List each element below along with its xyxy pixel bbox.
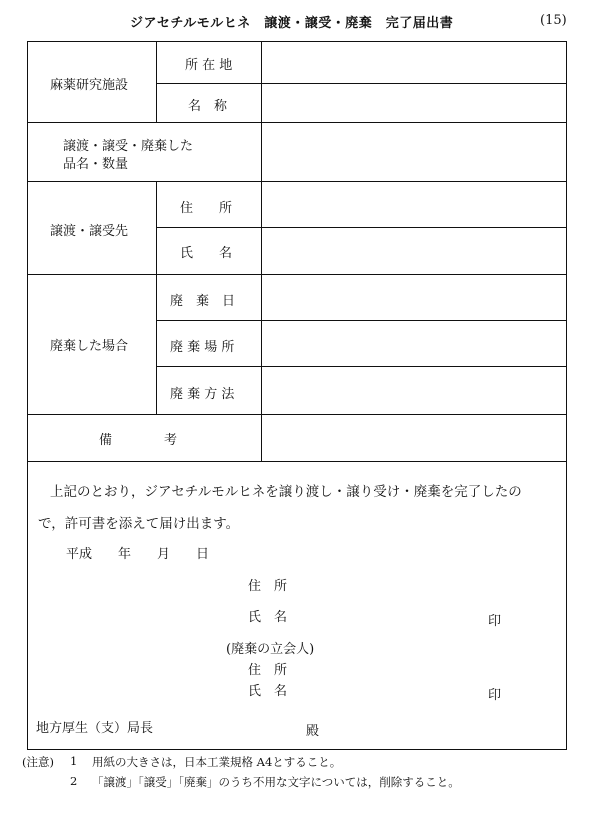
label-research-facility: 麻薬研究施設 bbox=[50, 78, 129, 93]
field-counterparty-name[interactable] bbox=[262, 228, 567, 274]
label-location: 所 在 地 bbox=[185, 58, 233, 73]
applicant-address-label: 住 所 bbox=[248, 579, 288, 594]
label-disposal-date: 廃 棄 日 bbox=[170, 294, 236, 309]
addressee: 地方厚生（支）局長 bbox=[36, 721, 154, 736]
label-remarks: 備 考 bbox=[99, 433, 178, 448]
label-item-line1: 譲渡・譲受・廃棄した bbox=[63, 139, 194, 154]
form-title: ジアセチルモルヒネ 譲渡・譲受・廃棄 完了届出書 bbox=[130, 16, 454, 31]
witness-address-label: 住 所 bbox=[248, 663, 288, 678]
field-disposal-date[interactable] bbox=[262, 275, 567, 320]
note-1-number: 1 bbox=[70, 754, 78, 768]
declaration-date: 平成 年 月 日 bbox=[66, 547, 210, 562]
rule-facility-left-col bbox=[156, 42, 157, 122]
label-disposal-place: 廃 棄 場 所 bbox=[170, 340, 235, 355]
label-counterparty: 譲渡・譲受先 bbox=[50, 224, 129, 239]
field-facility-name[interactable] bbox=[262, 84, 567, 122]
applicant-seal-mark: 印 bbox=[488, 614, 502, 629]
label-counterparty-name: 氏 名 bbox=[180, 246, 233, 261]
label-counterparty-address: 住 所 bbox=[180, 201, 233, 216]
label-disposal-group: 廃棄した場合 bbox=[50, 339, 129, 354]
field-counterparty-address[interactable] bbox=[262, 182, 567, 227]
honorific: 殿 bbox=[306, 724, 320, 739]
field-disposal-method[interactable] bbox=[262, 367, 567, 414]
witness-name-label: 氏 名 bbox=[248, 684, 288, 699]
field-facility-location[interactable] bbox=[262, 42, 567, 83]
page-number: (15) bbox=[540, 13, 567, 28]
declaration-line2: で，許可書を添えて届け出ます。 bbox=[38, 516, 240, 532]
note-2-text: 「譲渡」「譲受」「廃棄」のうち不用な文字については，削除すること。 bbox=[92, 775, 460, 789]
label-facility-name: 名 称 bbox=[188, 99, 228, 114]
notes-prefix: (注意) bbox=[22, 755, 54, 769]
declaration-line1: 上記のとおり，ジアセチルモルヒネを譲り渡し・譲り受け・廃棄を完了したの bbox=[50, 484, 522, 500]
witness-heading: (廃棄の立会人) bbox=[226, 642, 315, 657]
label-item-line2: 品名・数量 bbox=[63, 157, 129, 172]
note-1-text: 用紙の大きさは，日本工業規格 A4とすること。 bbox=[92, 755, 342, 769]
form-frame bbox=[27, 41, 567, 750]
rule-lower-left-col bbox=[156, 181, 157, 414]
field-disposal-place[interactable] bbox=[262, 321, 567, 366]
witness-seal-mark: 印 bbox=[488, 688, 502, 703]
note-2-number: 2 bbox=[70, 774, 78, 788]
applicant-name-label: 氏 名 bbox=[248, 610, 288, 625]
field-item-quantity[interactable] bbox=[262, 123, 567, 181]
label-disposal-method: 廃 棄 方 法 bbox=[170, 387, 235, 402]
rule-remarks-bottom bbox=[28, 461, 567, 462]
field-remarks[interactable] bbox=[262, 415, 567, 461]
